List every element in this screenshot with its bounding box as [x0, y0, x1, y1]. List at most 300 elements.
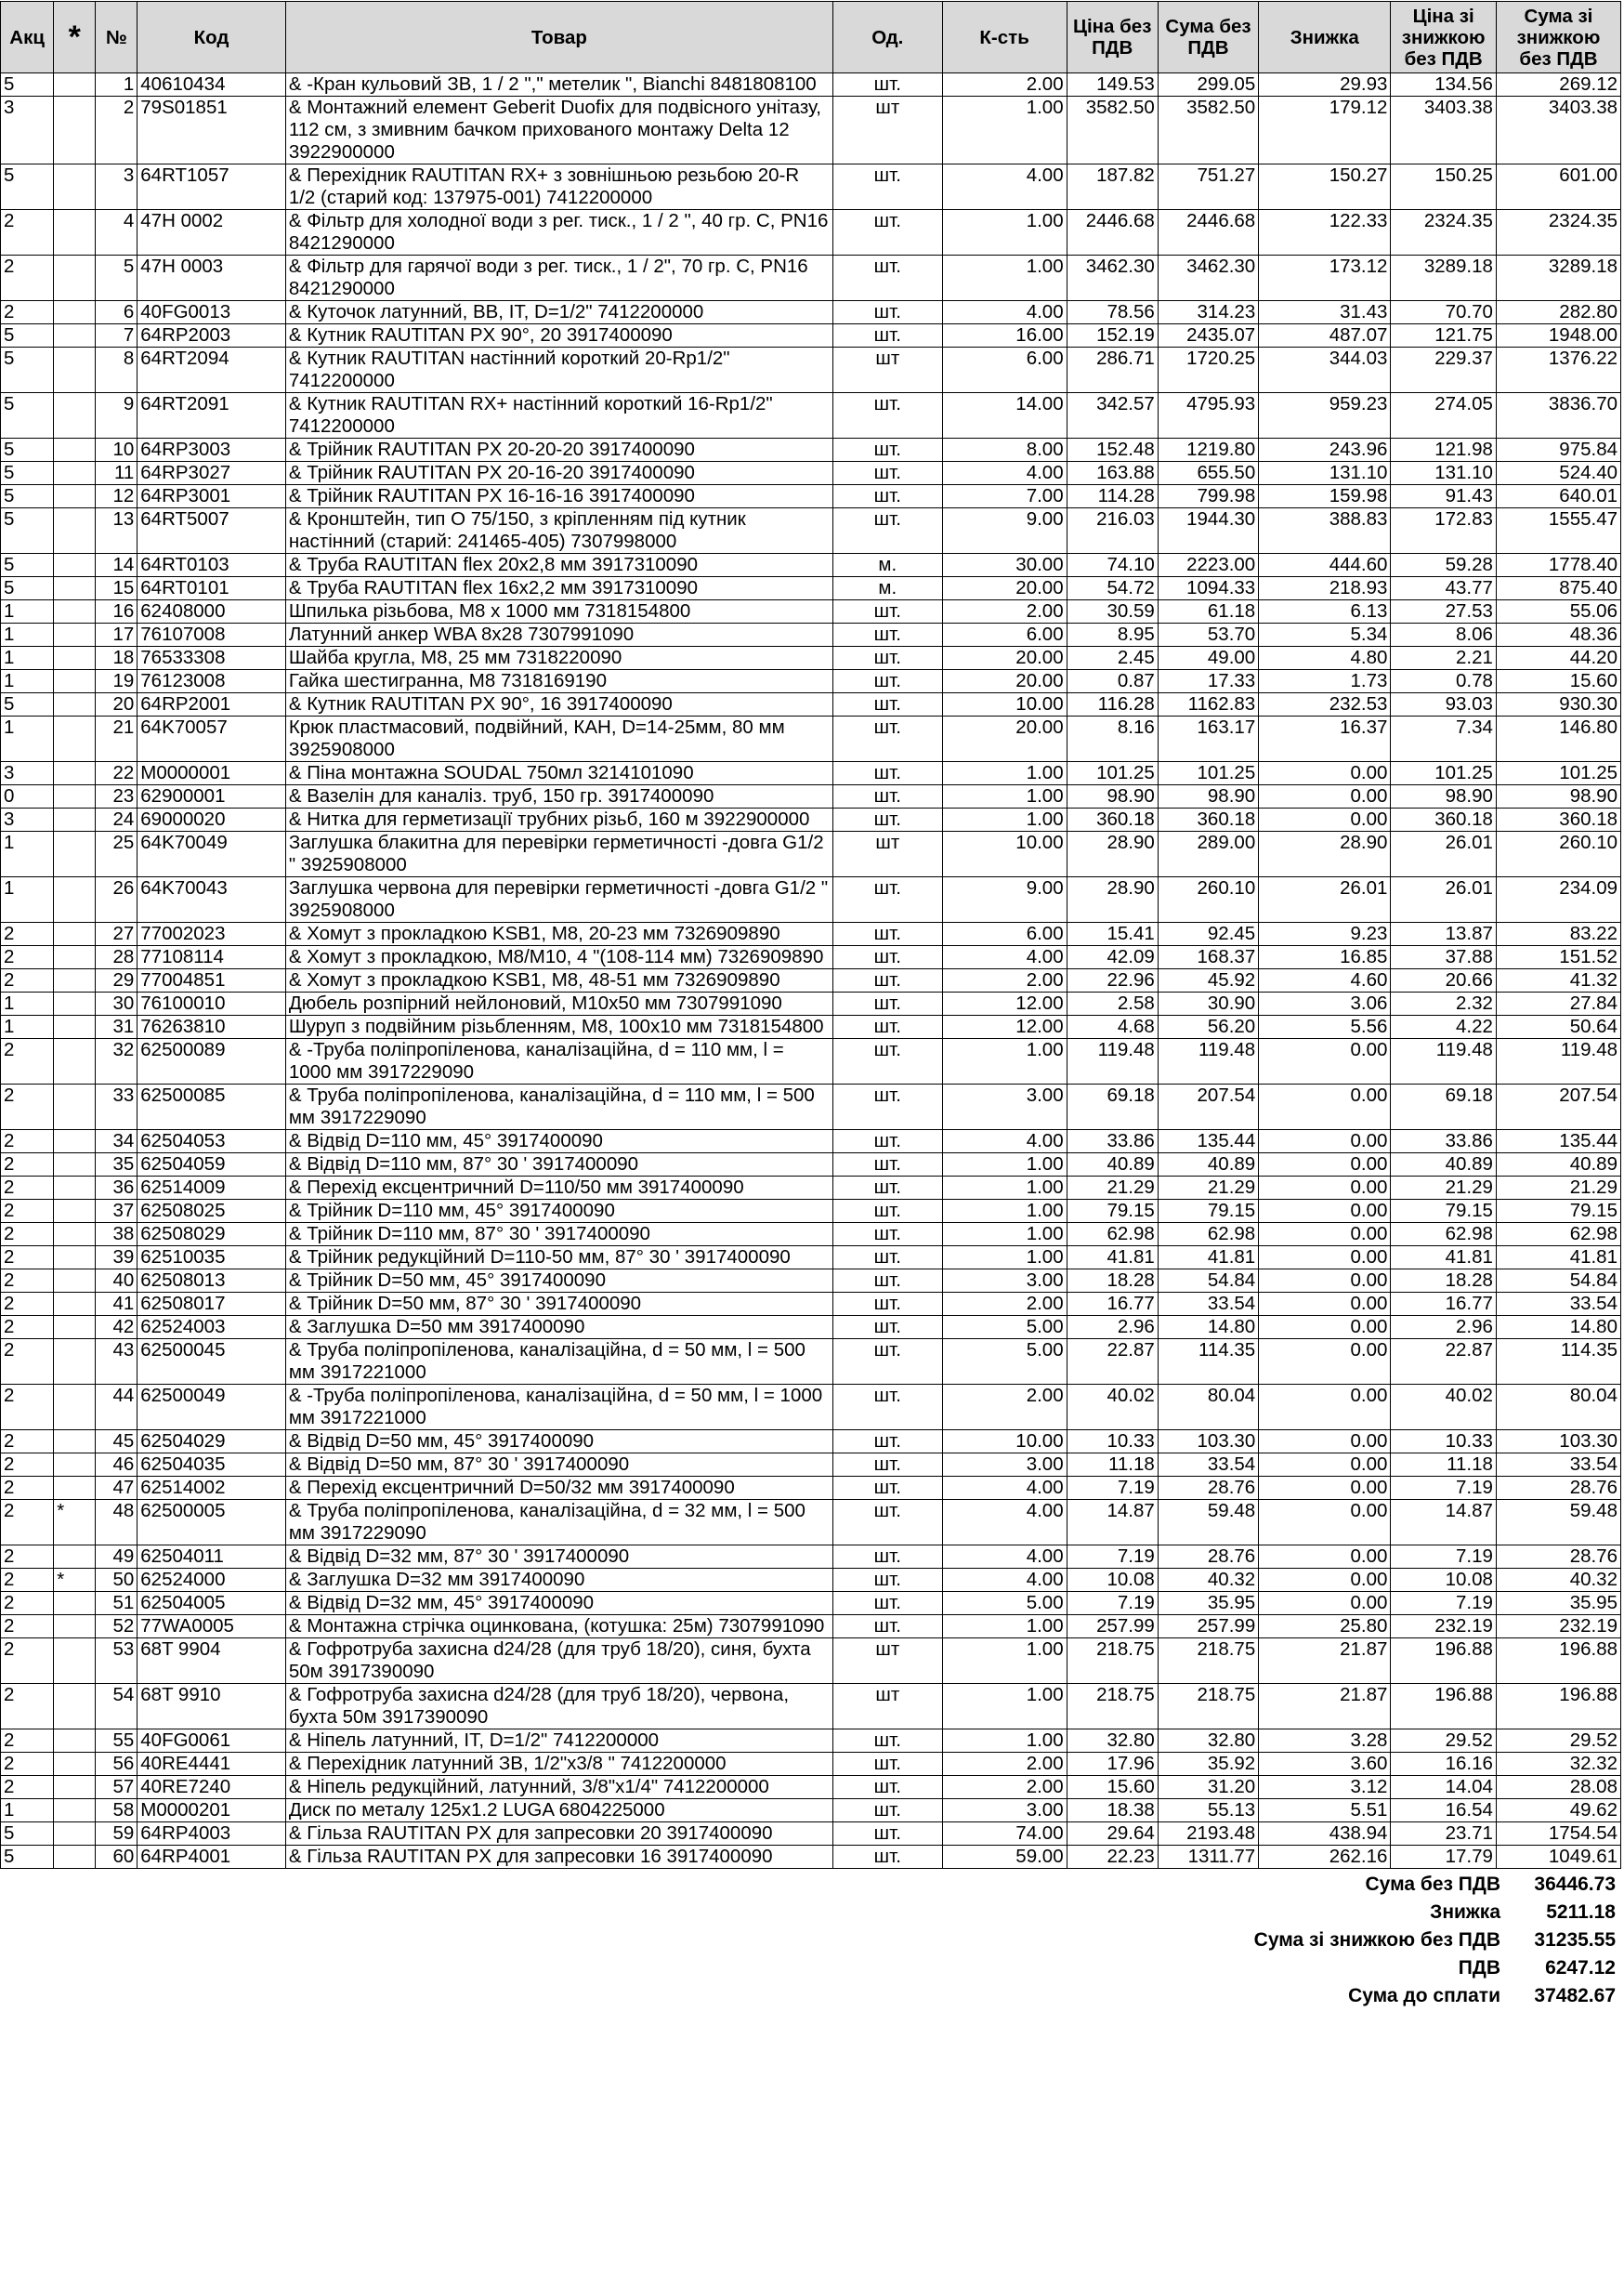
row-discounted-sum-cell: 360.18 — [1496, 809, 1620, 832]
row-mark-cell — [54, 1729, 96, 1753]
row-code-cell: 62504011 — [138, 1545, 286, 1569]
row-unit-cell: шт. — [833, 393, 943, 439]
row-number-cell: 41 — [96, 1293, 138, 1316]
row-akc-cell: 2 — [1, 1246, 54, 1269]
table-row — [1, 1776, 1621, 1799]
row-discounted-sum-cell: 524.40 — [1496, 462, 1620, 485]
row-discounted-price-cell: 93.03 — [1391, 693, 1497, 717]
row-number-cell: 17 — [96, 624, 138, 647]
row-akc-cell: 5 — [1, 508, 54, 554]
row-quantity-cell: 4.00 — [942, 1500, 1067, 1545]
row-sum-cell: 56.20 — [1158, 1016, 1258, 1039]
row-akc-cell: 1 — [1, 877, 54, 923]
row-discounted-sum-cell: 232.19 — [1496, 1615, 1620, 1638]
row-number-cell: 53 — [96, 1638, 138, 1684]
row-code-cell: 64RP4003 — [138, 1822, 286, 1846]
row-mark-cell — [54, 1545, 96, 1569]
row-discounted-price-cell: 2324.35 — [1391, 210, 1497, 256]
row-product-name-cell: & Гофротруба захисна d24/28 (для труб 18/20), синя, бухта 50м 3917390090 — [285, 1638, 832, 1684]
col-header-sum: Сума без ПДВ — [1158, 2, 1258, 73]
row-quantity-cell: 20.00 — [942, 717, 1067, 762]
row-number-cell: 29 — [96, 969, 138, 993]
row-code-cell: 62504035 — [138, 1453, 286, 1477]
row-product-name-cell: & Трійник D=50 мм, 87° 30 ' 3917400090 — [285, 1293, 832, 1316]
row-sum-cell: 62.98 — [1158, 1223, 1258, 1246]
row-number-cell: 8 — [96, 348, 138, 393]
row-number-cell: 34 — [96, 1130, 138, 1153]
row-discount-cell: 25.80 — [1259, 1615, 1391, 1638]
row-akc-cell: 2 — [1, 969, 54, 993]
row-unit-cell: шт. — [833, 1200, 943, 1223]
row-code-cell: 40RE4441 — [138, 1753, 286, 1776]
row-number-cell: 42 — [96, 1316, 138, 1339]
row-discounted-sum-cell: 114.35 — [1496, 1339, 1620, 1385]
row-mark-cell — [54, 693, 96, 717]
row-price-cell: 7.19 — [1067, 1592, 1158, 1615]
row-mark-cell — [54, 1085, 96, 1130]
table-row — [1, 1223, 1621, 1246]
table-row — [1, 1684, 1621, 1729]
row-akc-cell: 2 — [1, 1339, 54, 1385]
row-quantity-cell: 2.00 — [942, 1385, 1067, 1430]
row-discounted-price-cell: 17.79 — [1391, 1846, 1497, 1869]
row-discounted-price-cell: 21.29 — [1391, 1177, 1497, 1200]
total-label: Сума зі знижкою без ПДВ — [1253, 1929, 1500, 1951]
row-akc-cell: 5 — [1, 1822, 54, 1846]
row-discounted-sum-cell: 50.64 — [1496, 1016, 1620, 1039]
row-price-cell: 8.95 — [1067, 624, 1158, 647]
row-price-cell: 29.64 — [1067, 1822, 1158, 1846]
row-product-name-cell: & Кронштейн, тип О 75/150, з кріпленням під кутник настінний (старий: 241465-405) 7307998000 — [285, 508, 832, 554]
row-code-cell: 76533308 — [138, 647, 286, 670]
row-quantity-cell: 30.00 — [942, 554, 1067, 577]
row-discounted-sum-cell: 119.48 — [1496, 1039, 1620, 1085]
row-number-cell: 56 — [96, 1753, 138, 1776]
row-code-cell: 77004851 — [138, 969, 286, 993]
row-price-cell: 17.96 — [1067, 1753, 1158, 1776]
row-discount-cell: 131.10 — [1259, 462, 1391, 485]
row-quantity-cell: 5.00 — [942, 1592, 1067, 1615]
row-number-cell: 9 — [96, 393, 138, 439]
row-mark-cell — [54, 1339, 96, 1385]
row-product-name-cell: Шпилька різьбова, M8 x 1000 мм 7318154800 — [285, 600, 832, 624]
row-product-name-cell: & Хомут з прокладкою, M8/M10, 4 "(108-114 мм) 7326909890 — [285, 946, 832, 969]
row-sum-cell: 28.76 — [1158, 1477, 1258, 1500]
row-mark-cell — [54, 1477, 96, 1500]
row-quantity-cell: 3.00 — [942, 1799, 1067, 1822]
row-discounted-price-cell: 7.19 — [1391, 1592, 1497, 1615]
row-code-cell: 40RE7240 — [138, 1776, 286, 1799]
row-discounted-sum-cell: 1754.54 — [1496, 1822, 1620, 1846]
table-row — [1, 348, 1621, 393]
row-number-cell: 32 — [96, 1039, 138, 1085]
row-sum-cell: 40.32 — [1158, 1569, 1258, 1592]
row-unit-cell: шт. — [833, 877, 943, 923]
row-discounted-price-cell: 13.87 — [1391, 923, 1497, 946]
row-unit-cell: шт. — [833, 923, 943, 946]
row-mark-cell: * — [54, 1569, 96, 1592]
row-quantity-cell: 1.00 — [942, 1153, 1067, 1177]
row-unit-cell: шт. — [833, 485, 943, 508]
row-code-cell: 76123008 — [138, 670, 286, 693]
row-discount-cell: 26.01 — [1259, 877, 1391, 923]
row-discounted-sum-cell: 3836.70 — [1496, 393, 1620, 439]
row-sum-cell: 30.90 — [1158, 993, 1258, 1016]
row-discounted-price-cell: 3403.38 — [1391, 97, 1497, 164]
table-row — [1, 462, 1621, 485]
row-sum-cell: 314.23 — [1158, 301, 1258, 324]
row-mark-cell — [54, 1430, 96, 1453]
row-quantity-cell: 1.00 — [942, 210, 1067, 256]
row-code-cell: 64RP3003 — [138, 439, 286, 462]
row-number-cell: 58 — [96, 1799, 138, 1822]
row-code-cell: 77002023 — [138, 923, 286, 946]
table-row — [1, 73, 1621, 97]
total-label: ПДВ — [1458, 1957, 1500, 1979]
row-quantity-cell: 1.00 — [942, 97, 1067, 164]
row-sum-cell: 207.54 — [1158, 1085, 1258, 1130]
row-number-cell: 50 — [96, 1569, 138, 1592]
total-value: 37482.67 — [1534, 1985, 1616, 2006]
row-sum-cell: 135.44 — [1158, 1130, 1258, 1153]
row-discounted-price-cell: 33.86 — [1391, 1130, 1497, 1153]
total-row — [0, 1954, 1621, 1982]
row-sum-cell: 33.54 — [1158, 1293, 1258, 1316]
row-akc-cell: 2 — [1, 1592, 54, 1615]
row-quantity-cell: 1.00 — [942, 1615, 1067, 1638]
row-discount-cell: 0.00 — [1259, 1269, 1391, 1293]
row-price-cell: 15.60 — [1067, 1776, 1158, 1799]
row-code-cell: 62510035 — [138, 1246, 286, 1269]
row-product-name-cell: & -Труба поліпропіленова, каналізаційна, d = 110 мм, l = 1000 мм 3917229090 — [285, 1039, 832, 1085]
row-discounted-sum-cell: 1778.40 — [1496, 554, 1620, 577]
total-value: 36446.73 — [1534, 1874, 1616, 1895]
row-quantity-cell: 1.00 — [942, 762, 1067, 785]
row-sum-cell: 2446.68 — [1158, 210, 1258, 256]
row-code-cell: 47H 0003 — [138, 256, 286, 301]
row-quantity-cell: 1.00 — [942, 1177, 1067, 1200]
row-discounted-sum-cell: 14.80 — [1496, 1316, 1620, 1339]
row-akc-cell: 2 — [1, 1153, 54, 1177]
table-row — [1, 1753, 1621, 1776]
row-code-cell: 68T 9910 — [138, 1684, 286, 1729]
row-mark-cell — [54, 1153, 96, 1177]
table-row — [1, 809, 1621, 832]
row-sum-cell: 17.33 — [1158, 670, 1258, 693]
row-discounted-sum-cell: 28.08 — [1496, 1776, 1620, 1799]
row-discounted-sum-cell: 33.54 — [1496, 1293, 1620, 1316]
row-product-name-cell: Заглушка блакитна для перевірки герметичності -довга G1/2 " 3925908000 — [285, 832, 832, 877]
row-discount-cell: 0.00 — [1259, 1130, 1391, 1153]
row-product-name-cell: & Фільтр для гарячої води з рег. тиск., 1 / 2", 70 гр. C, PN16 8421290000 — [285, 256, 832, 301]
row-price-cell: 74.10 — [1067, 554, 1158, 577]
total-row — [0, 1926, 1621, 1954]
row-price-cell: 216.03 — [1067, 508, 1158, 554]
row-sum-cell: 59.48 — [1158, 1500, 1258, 1545]
row-quantity-cell: 3.00 — [942, 1085, 1067, 1130]
row-akc-cell: 2 — [1, 210, 54, 256]
row-discounted-sum-cell: 975.84 — [1496, 439, 1620, 462]
row-quantity-cell: 1.00 — [942, 1200, 1067, 1223]
row-akc-cell: 1 — [1, 600, 54, 624]
row-product-name-cell: Крюк пластмасовий, подвійний, КАН, D=14-25мм, 80 мм 3925908000 — [285, 717, 832, 762]
row-code-cell: 47H 0002 — [138, 210, 286, 256]
row-code-cell: 76107008 — [138, 624, 286, 647]
row-discounted-price-cell: 119.48 — [1391, 1039, 1497, 1085]
table-row — [1, 1200, 1621, 1223]
table-row — [1, 832, 1621, 877]
row-unit-cell: шт. — [833, 670, 943, 693]
row-product-name-cell: & Перехід ексцентричний D=50/32 мм 3917400090 — [285, 1477, 832, 1500]
row-quantity-cell: 1.00 — [942, 1246, 1067, 1269]
row-price-cell: 7.19 — [1067, 1477, 1158, 1500]
row-discounted-sum-cell: 2324.35 — [1496, 210, 1620, 256]
table-row — [1, 1177, 1621, 1200]
row-code-cell: 77108114 — [138, 946, 286, 969]
row-quantity-cell: 20.00 — [942, 577, 1067, 600]
row-mark-cell — [54, 1130, 96, 1153]
row-product-name-cell: & Гільза RAUTITAN PX для запресовки 20 3917400090 — [285, 1822, 832, 1846]
row-akc-cell: 0 — [1, 785, 54, 809]
row-mark-cell — [54, 1246, 96, 1269]
total-value: 5211.18 — [1546, 1901, 1616, 1923]
table-row — [1, 485, 1621, 508]
row-discounted-price-cell: 0.78 — [1391, 670, 1497, 693]
table-row — [1, 1729, 1621, 1753]
row-sum-cell: 655.50 — [1158, 462, 1258, 485]
row-discount-cell: 0.00 — [1259, 1085, 1391, 1130]
row-discount-cell: 959.23 — [1259, 393, 1391, 439]
row-discounted-sum-cell: 59.48 — [1496, 1500, 1620, 1545]
row-unit-cell: шт. — [833, 1016, 943, 1039]
table-row — [1, 508, 1621, 554]
row-discount-cell: 179.12 — [1259, 97, 1391, 164]
row-price-cell: 18.38 — [1067, 1799, 1158, 1822]
row-quantity-cell: 1.00 — [942, 1729, 1067, 1753]
row-sum-cell: 1162.83 — [1158, 693, 1258, 717]
row-code-cell: 64RT0101 — [138, 577, 286, 600]
row-quantity-cell: 5.00 — [942, 1316, 1067, 1339]
row-sum-cell: 1311.77 — [1158, 1846, 1258, 1869]
row-akc-cell: 2 — [1, 1729, 54, 1753]
row-price-cell: 218.75 — [1067, 1684, 1158, 1729]
row-code-cell: 40FG0013 — [138, 301, 286, 324]
row-discounted-sum-cell: 55.06 — [1496, 600, 1620, 624]
row-discounted-sum-cell: 41.81 — [1496, 1246, 1620, 1269]
row-discounted-price-cell: 101.25 — [1391, 762, 1497, 785]
row-discount-cell: 0.00 — [1259, 1545, 1391, 1569]
row-quantity-cell: 10.00 — [942, 693, 1067, 717]
row-discounted-price-cell: 11.18 — [1391, 1453, 1497, 1477]
table-row — [1, 577, 1621, 600]
table-row — [1, 969, 1621, 993]
row-discounted-sum-cell: 135.44 — [1496, 1130, 1620, 1153]
row-unit-cell: шт — [833, 97, 943, 164]
row-price-cell: 7.19 — [1067, 1545, 1158, 1569]
row-discounted-price-cell: 7.19 — [1391, 1477, 1497, 1500]
row-price-cell: 0.87 — [1067, 670, 1158, 693]
row-product-name-cell: & Кутник RAUTITAN RX+ настінний короткий 16-Rp1/2" 7412200000 — [285, 393, 832, 439]
row-number-cell: 5 — [96, 256, 138, 301]
row-mark-cell — [54, 832, 96, 877]
row-number-cell: 6 — [96, 301, 138, 324]
row-unit-cell: шт. — [833, 624, 943, 647]
row-discount-cell: 243.96 — [1259, 439, 1391, 462]
row-quantity-cell: 7.00 — [942, 485, 1067, 508]
row-product-name-cell: & Перехід ексцентричний D=110/50 мм 3917400090 — [285, 1177, 832, 1200]
table-row — [1, 210, 1621, 256]
row-unit-cell: шт. — [833, 809, 943, 832]
row-product-name-cell: & Труба поліпропіленова, каналізаційна, d = 110 мм, l = 500 мм 3917229090 — [285, 1085, 832, 1130]
row-quantity-cell: 20.00 — [942, 670, 1067, 693]
row-number-cell: 35 — [96, 1153, 138, 1177]
row-discount-cell: 3.06 — [1259, 993, 1391, 1016]
row-unit-cell: шт. — [833, 1246, 943, 1269]
row-quantity-cell: 4.00 — [942, 1545, 1067, 1569]
row-quantity-cell: 16.00 — [942, 324, 1067, 348]
row-discounted-price-cell: 4.22 — [1391, 1016, 1497, 1039]
row-quantity-cell: 3.00 — [942, 1453, 1067, 1477]
row-price-cell: 15.41 — [1067, 923, 1158, 946]
row-discounted-price-cell: 40.02 — [1391, 1385, 1497, 1430]
row-sum-cell: 41.81 — [1158, 1246, 1258, 1269]
row-discounted-sum-cell: 49.62 — [1496, 1799, 1620, 1822]
row-product-name-cell: & Відвід D=50 мм, 45° 3917400090 — [285, 1430, 832, 1453]
row-price-cell: 3462.30 — [1067, 256, 1158, 301]
row-sum-cell: 119.48 — [1158, 1039, 1258, 1085]
row-unit-cell: шт. — [833, 324, 943, 348]
row-unit-cell: шт. — [833, 439, 943, 462]
table-row — [1, 164, 1621, 210]
row-akc-cell: 3 — [1, 97, 54, 164]
row-discount-cell: 4.80 — [1259, 647, 1391, 670]
row-price-cell: 2.58 — [1067, 993, 1158, 1016]
row-product-name-cell: & Відвід D=32 мм, 45° 3917400090 — [285, 1592, 832, 1615]
row-discount-cell: 173.12 — [1259, 256, 1391, 301]
row-unit-cell: шт. — [833, 1477, 943, 1500]
row-product-name-cell: & Монтажний елемент Geberit Duofix для подвісного унітазу, 112 см, з змивним бачком прихованого монтажу Delta 12 3922900000 — [285, 97, 832, 164]
row-mark-cell — [54, 877, 96, 923]
row-akc-cell: 1 — [1, 1799, 54, 1822]
row-product-name-cell: & Трійник D=110 мм, 87° 30 ' 3917400090 — [285, 1223, 832, 1246]
row-discount-cell: 487.07 — [1259, 324, 1391, 348]
row-product-name-cell: & Відвід D=32 мм, 87° 30 ' 3917400090 — [285, 1545, 832, 1569]
row-unit-cell: шт. — [833, 1316, 943, 1339]
row-code-cell: 40FG0061 — [138, 1729, 286, 1753]
row-mark-cell — [54, 393, 96, 439]
row-discount-cell: 4.60 — [1259, 969, 1391, 993]
table-row — [1, 1246, 1621, 1269]
row-price-cell: 32.80 — [1067, 1729, 1158, 1753]
table-row — [1, 393, 1621, 439]
row-discounted-price-cell: 79.15 — [1391, 1200, 1497, 1223]
row-product-name-cell: & Куточок латунний, ВВ, IT, D=1/2" 7412200000 — [285, 301, 832, 324]
row-mark-cell — [54, 554, 96, 577]
row-discounted-price-cell: 172.83 — [1391, 508, 1497, 554]
table-row — [1, 1385, 1621, 1430]
table-row — [1, 1016, 1621, 1039]
row-code-cell: 64RP4001 — [138, 1846, 286, 1869]
row-number-cell: 49 — [96, 1545, 138, 1569]
row-unit-cell: шт — [833, 348, 943, 393]
row-discounted-sum-cell: 28.76 — [1496, 1545, 1620, 1569]
row-discounted-sum-cell: 196.88 — [1496, 1638, 1620, 1684]
row-discount-cell: 232.53 — [1259, 693, 1391, 717]
row-discounted-price-cell: 26.01 — [1391, 832, 1497, 877]
row-mark-cell — [54, 785, 96, 809]
row-discounted-price-cell: 121.75 — [1391, 324, 1497, 348]
row-discounted-sum-cell: 1376.22 — [1496, 348, 1620, 393]
row-discount-cell: 0.00 — [1259, 1385, 1391, 1430]
row-quantity-cell: 6.00 — [942, 624, 1067, 647]
row-code-cell: 64RT2091 — [138, 393, 286, 439]
row-number-cell: 2 — [96, 97, 138, 164]
row-quantity-cell: 6.00 — [942, 923, 1067, 946]
row-mark-cell — [54, 462, 96, 485]
row-akc-cell: 2 — [1, 1200, 54, 1223]
row-code-cell: 76263810 — [138, 1016, 286, 1039]
row-unit-cell: шт. — [833, 1385, 943, 1430]
row-sum-cell: 53.70 — [1158, 624, 1258, 647]
row-mark-cell — [54, 969, 96, 993]
row-code-cell: 62500085 — [138, 1085, 286, 1130]
row-code-cell: 62900001 — [138, 785, 286, 809]
col-header-code: Код — [138, 2, 286, 73]
row-discount-cell: 0.00 — [1259, 1200, 1391, 1223]
col-header-product: Товар — [285, 2, 832, 73]
row-price-cell: 360.18 — [1067, 809, 1158, 832]
row-unit-cell: шт. — [833, 462, 943, 485]
row-number-cell: 36 — [96, 1177, 138, 1200]
col-header-number: № — [96, 2, 138, 73]
row-number-cell: 52 — [96, 1615, 138, 1638]
items-table — [0, 1, 1621, 1869]
row-unit-cell: шт. — [833, 1822, 943, 1846]
row-discounted-sum-cell: 62.98 — [1496, 1223, 1620, 1246]
table-row — [1, 946, 1621, 969]
row-mark-cell — [54, 647, 96, 670]
table-row — [1, 785, 1621, 809]
row-number-cell: 20 — [96, 693, 138, 717]
row-number-cell: 47 — [96, 1477, 138, 1500]
row-product-name-cell: & Гільза RAUTITAN PX для запресовки 16 3917400090 — [285, 1846, 832, 1869]
row-akc-cell: 2 — [1, 1177, 54, 1200]
row-unit-cell: шт. — [833, 1430, 943, 1453]
row-code-cell: 62514002 — [138, 1477, 286, 1500]
row-price-cell: 78.56 — [1067, 301, 1158, 324]
row-unit-cell: шт. — [833, 1776, 943, 1799]
row-discounted-price-cell: 27.53 — [1391, 600, 1497, 624]
row-code-cell: 62524003 — [138, 1316, 286, 1339]
row-code-cell: 64RP2003 — [138, 324, 286, 348]
row-discounted-sum-cell: 41.32 — [1496, 969, 1620, 993]
row-unit-cell: шт. — [833, 785, 943, 809]
row-quantity-cell: 5.00 — [942, 1339, 1067, 1385]
row-quantity-cell: 4.00 — [942, 946, 1067, 969]
row-akc-cell: 3 — [1, 809, 54, 832]
row-discount-cell: 28.90 — [1259, 832, 1391, 877]
row-unit-cell: шт. — [833, 1846, 943, 1869]
row-akc-cell: 2 — [1, 1039, 54, 1085]
row-quantity-cell: 1.00 — [942, 1684, 1067, 1729]
row-price-cell: 79.15 — [1067, 1200, 1158, 1223]
row-price-cell: 286.71 — [1067, 348, 1158, 393]
row-quantity-cell: 12.00 — [942, 1016, 1067, 1039]
row-code-cell: 62500005 — [138, 1500, 286, 1545]
row-mark-cell — [54, 73, 96, 97]
row-akc-cell: 2 — [1, 256, 54, 301]
row-discounted-sum-cell: 207.54 — [1496, 1085, 1620, 1130]
